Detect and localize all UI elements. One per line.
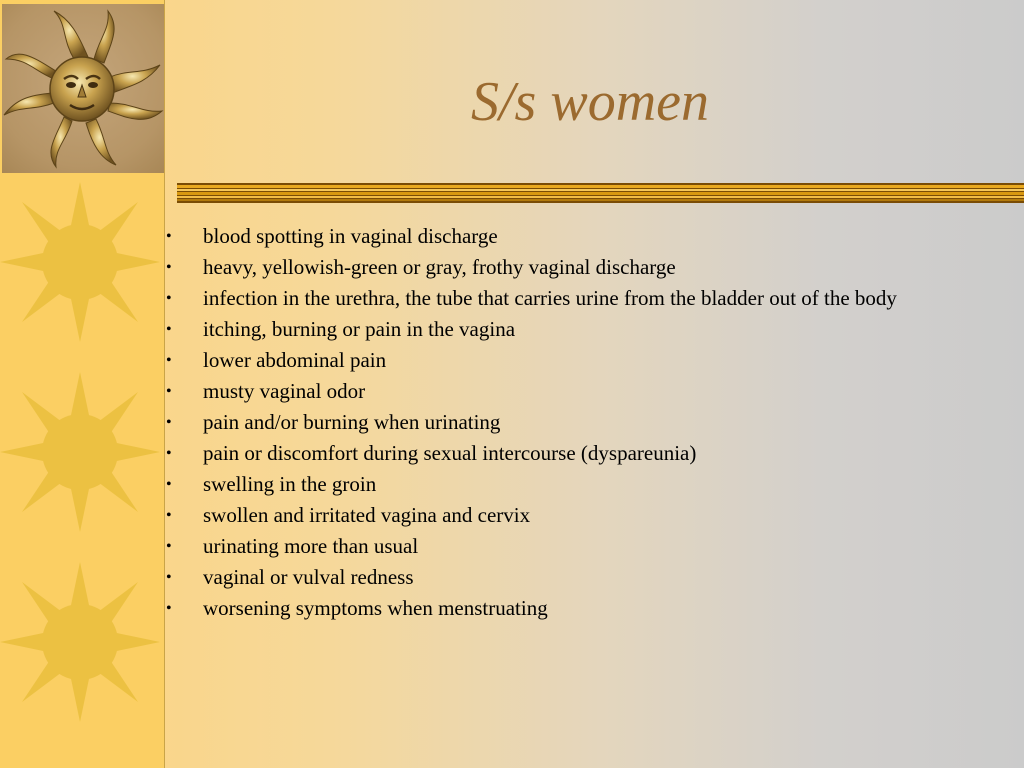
golden-sun-face-icon bbox=[2, 4, 164, 173]
bullet-marker: • bbox=[166, 228, 172, 245]
bullet-marker: • bbox=[166, 383, 172, 400]
bullet-item bbox=[166, 441, 1006, 466]
bullet-text: urinating more than usual bbox=[203, 534, 419, 558]
bullet-item bbox=[166, 255, 1006, 280]
bullet-text: pain or discomfort during sexual intercourse (dyspareunia) bbox=[203, 441, 697, 465]
title-divider bbox=[177, 183, 1024, 203]
bullet-text: worsening symptoms when menstruating bbox=[203, 596, 548, 620]
bullet-list bbox=[166, 224, 1006, 627]
slide-title: S/s women bbox=[471, 71, 709, 133]
bullet-item bbox=[166, 286, 1006, 311]
bullet-text: blood spotting in vaginal discharge bbox=[203, 224, 498, 248]
bullet-text: musty vaginal odor bbox=[203, 379, 366, 403]
sun-icon bbox=[0, 560, 160, 725]
bullet-item bbox=[166, 410, 1006, 435]
bullet-item bbox=[166, 472, 1006, 497]
bullet-text: swelling in the groin bbox=[203, 472, 377, 496]
sidebar-divider bbox=[164, 0, 165, 768]
bullet-item bbox=[166, 534, 1006, 559]
logo-tile bbox=[2, 4, 164, 173]
bullet-item bbox=[166, 503, 1006, 528]
bullet-marker: • bbox=[166, 569, 172, 586]
bullet-marker: • bbox=[166, 352, 172, 369]
sun-icon bbox=[0, 370, 160, 535]
bullet-marker: • bbox=[166, 476, 172, 493]
bullet-marker: • bbox=[166, 290, 172, 307]
bullet-item bbox=[166, 317, 1006, 342]
bullet-marker: • bbox=[166, 600, 172, 617]
bullet-text: vaginal or vulval redness bbox=[203, 565, 414, 589]
bullet-text: heavy, yellowish-green or gray, frothy vaginal discharge bbox=[203, 255, 676, 279]
bullet-marker: • bbox=[166, 445, 172, 462]
bullet-marker: • bbox=[166, 259, 172, 276]
bullet-marker: • bbox=[166, 414, 172, 431]
bullet-item bbox=[166, 379, 1006, 404]
bullet-text: swollen and irritated vagina and cervix bbox=[203, 503, 531, 527]
sun-icon bbox=[0, 180, 160, 345]
bullet-item bbox=[166, 224, 1006, 249]
bullet-text: itching, burning or pain in the vagina bbox=[203, 317, 516, 341]
bullet-item bbox=[166, 565, 1006, 590]
bullet-text: lower abdominal pain bbox=[203, 348, 387, 372]
bullet-text: infection in the urethra, the tube that carries urine from the bladder out of the body bbox=[203, 286, 897, 310]
bullet-text: pain and/or burning when urinating bbox=[203, 410, 501, 434]
bullet-marker: • bbox=[166, 538, 172, 555]
bullet-marker: • bbox=[166, 507, 172, 524]
bullet-item bbox=[166, 348, 1006, 373]
bullet-item bbox=[166, 596, 1006, 621]
bullet-marker: • bbox=[166, 321, 172, 338]
